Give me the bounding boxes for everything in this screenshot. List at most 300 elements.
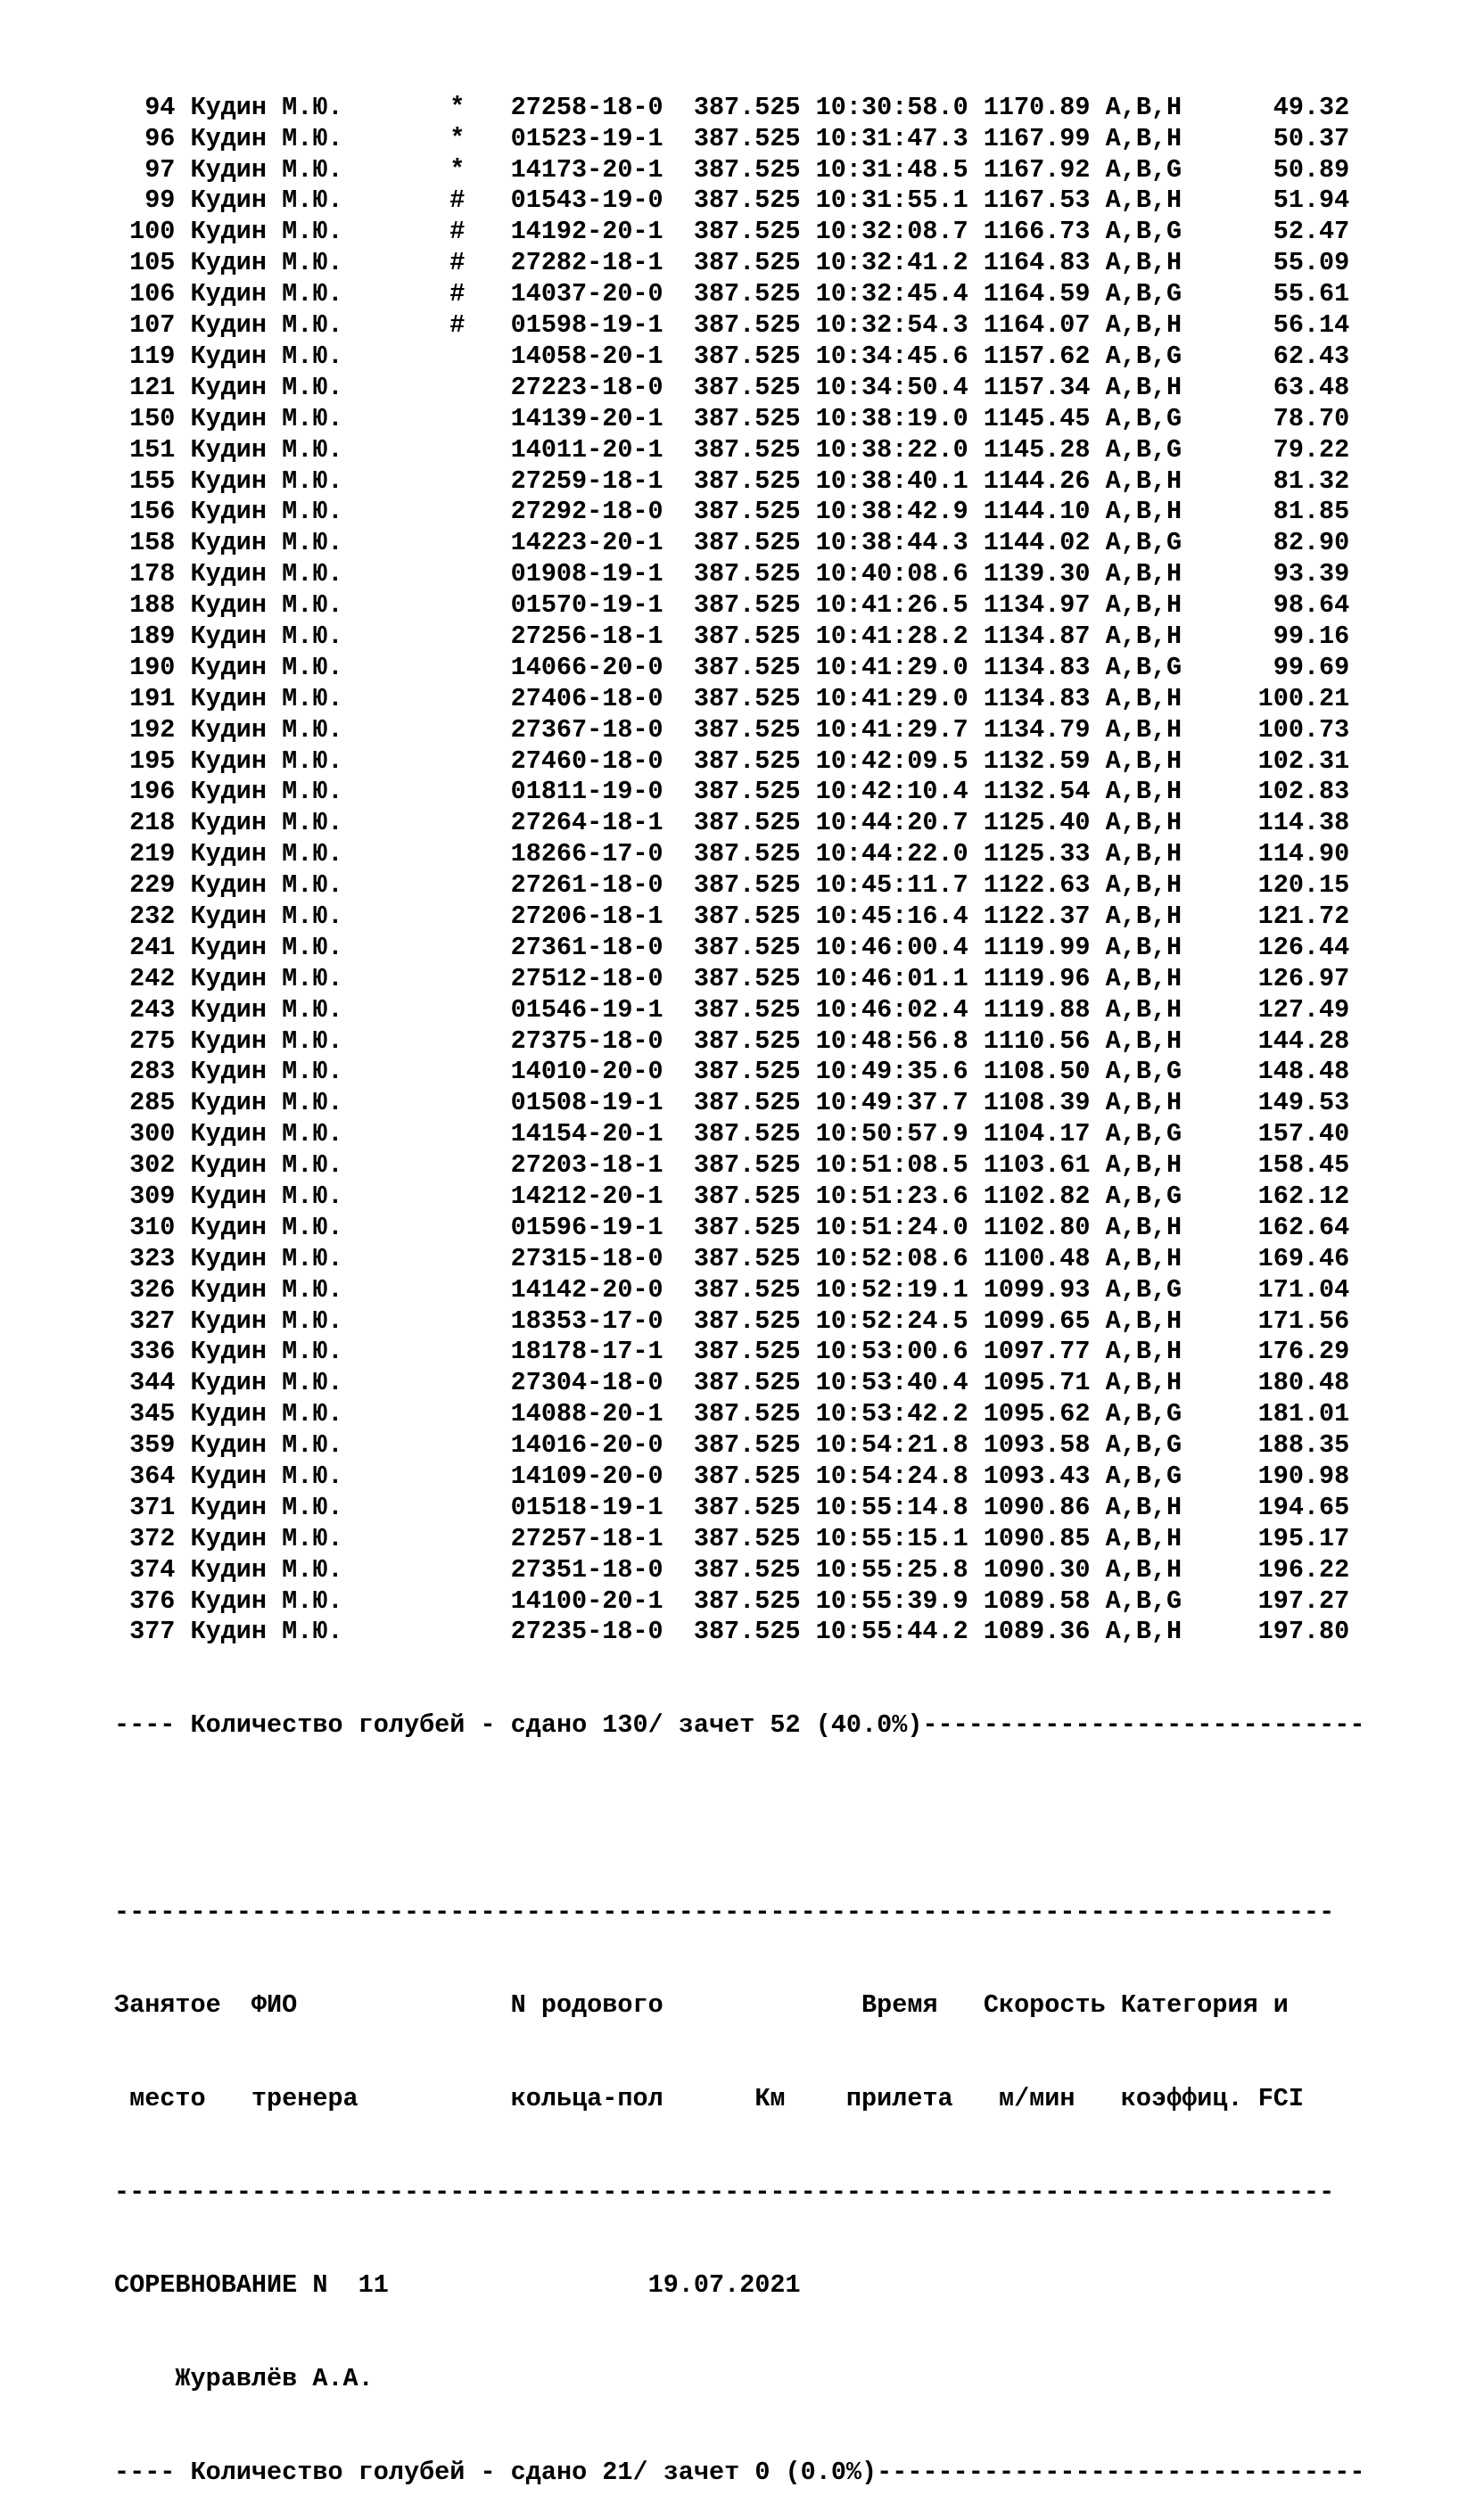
speed-cell: 1100.48 <box>983 1243 1091 1273</box>
place-cell: 178 <box>129 559 176 589</box>
result-row <box>114 902 1364 933</box>
coefficient-cell: 171.04 <box>1257 1274 1350 1305</box>
time-cell: 10:42:10.4 <box>815 777 968 807</box>
category-cell: A,B,H <box>1105 745 1182 776</box>
place-cell: 326 <box>129 1274 176 1305</box>
place-cell: 232 <box>129 901 176 931</box>
result-row <box>114 279 1364 310</box>
time-cell: 10:46:00.4 <box>815 932 968 962</box>
category-cell: A,B,H <box>1105 1025 1182 1056</box>
place-cell: 97 <box>144 154 176 185</box>
name-cell: Кудин М.Ю. <box>190 1430 343 1461</box>
speed-cell: 1157.62 <box>983 341 1091 371</box>
time-cell: 10:44:20.7 <box>815 808 968 838</box>
place-cell: 372 <box>129 1523 176 1553</box>
km-cell: 387.525 <box>693 123 801 153</box>
time-cell: 10:53:40.4 <box>815 1368 968 1398</box>
place-cell: 344 <box>129 1368 176 1398</box>
separator-bottom: -------------------------------------------------------------------------------- <box>114 2177 1335 2207</box>
time-cell: 10:51:24.0 <box>815 1212 968 1242</box>
km-cell: 387.525 <box>693 154 801 185</box>
km-cell: 387.525 <box>693 1523 801 1553</box>
speed-cell: 1090.86 <box>983 1492 1091 1522</box>
speed-cell: 1119.99 <box>983 932 1091 962</box>
name-cell: Кудин М.Ю. <box>190 1585 343 1616</box>
coefficient-cell: 144.28 <box>1257 1025 1350 1056</box>
speed-cell: 1119.96 <box>983 963 1091 993</box>
ring-cell: 01508-19-1 <box>510 1088 663 1118</box>
coefficient-cell: 93.39 <box>1273 559 1350 589</box>
time-cell: 10:51:23.6 <box>815 1181 968 1211</box>
place-cell: 371 <box>129 1492 176 1522</box>
coefficient-cell: 181.01 <box>1257 1399 1350 1429</box>
ring-cell: 01570-19-1 <box>510 590 663 621</box>
place-cell: 377 <box>129 1617 176 1647</box>
place-cell: 94 <box>144 92 176 122</box>
km-cell: 387.525 <box>693 777 801 807</box>
name-cell: Кудин М.Ю. <box>190 1150 343 1181</box>
ring-cell: 18178-17-1 <box>510 1337 663 1367</box>
speed-cell: 1167.92 <box>983 154 1091 185</box>
header-line-1: Занятое ФИО N родового Время Скорость Категория и <box>114 1990 1289 2021</box>
speed-cell: 1110.56 <box>983 1025 1091 1056</box>
time-cell: 10:34:50.4 <box>815 372 968 402</box>
coefficient-cell: 149.53 <box>1257 1088 1350 1118</box>
category-cell: A,B,H <box>1105 714 1182 745</box>
coefficient-cell: 99.16 <box>1273 621 1350 651</box>
coefficient-cell: 157.40 <box>1257 1119 1350 1149</box>
time-cell: 10:45:11.7 <box>815 870 968 901</box>
category-cell: A,B,H <box>1105 559 1182 589</box>
speed-cell: 1097.77 <box>983 1337 1091 1367</box>
coefficient-cell: 120.15 <box>1257 870 1350 901</box>
result-row <box>114 839 1364 870</box>
result-row <box>114 1026 1364 1058</box>
ring-cell: 14058-20-1 <box>510 341 663 371</box>
ring-cell: 01598-19-1 <box>510 310 663 341</box>
place-cell: 310 <box>129 1212 176 1242</box>
results-sheet <box>114 30 1364 2520</box>
name-cell: Кудин М.Ю. <box>190 341 343 371</box>
mark-cell: # <box>449 310 466 341</box>
name-cell: Кудин М.Ю. <box>190 1523 343 1553</box>
km-cell: 387.525 <box>693 341 801 371</box>
result-row <box>114 528 1364 559</box>
time-cell: 10:54:21.8 <box>815 1430 968 1461</box>
coefficient-cell: 99.69 <box>1273 652 1350 682</box>
place-cell: 376 <box>129 1585 176 1616</box>
coefficient-cell: 126.97 <box>1257 963 1350 993</box>
time-cell: 10:34:45.6 <box>815 341 968 371</box>
result-row <box>114 622 1364 653</box>
category-cell: A,B,H <box>1105 310 1182 341</box>
mark-cell: # <box>449 279 466 309</box>
coefficient-cell: 100.73 <box>1257 714 1350 745</box>
name-cell: Кудин М.Ю. <box>190 1181 343 1211</box>
result-row <box>114 933 1364 964</box>
ring-cell: 27406-18-0 <box>510 683 663 713</box>
category-cell: A,B,H <box>1105 683 1182 713</box>
speed-cell: 1139.30 <box>983 559 1091 589</box>
name-cell: Кудин М.Ю. <box>190 154 343 185</box>
result-row <box>114 808 1364 839</box>
speed-cell: 1132.54 <box>983 777 1091 807</box>
coefficient-cell: 81.32 <box>1273 465 1350 496</box>
place-cell: 191 <box>129 683 176 713</box>
time-cell: 10:32:45.4 <box>815 279 968 309</box>
place-cell: 190 <box>129 652 176 682</box>
place-cell: 158 <box>129 528 176 558</box>
mark-cell: # <box>449 217 466 247</box>
time-cell: 10:38:44.3 <box>815 528 968 558</box>
place-cell: 107 <box>129 310 176 341</box>
category-cell: A,B,H <box>1105 777 1182 807</box>
competition-title: СОРЕВНОВАНИЕ N 11 <box>114 2270 389 2301</box>
speed-cell: 1132.59 <box>983 745 1091 776</box>
place-cell: 309 <box>129 1181 176 1211</box>
category-cell: A,B,H <box>1105 1088 1182 1118</box>
result-row <box>114 1244 1364 1275</box>
name-cell: Кудин М.Ю. <box>190 745 343 776</box>
name-cell: Кудин М.Ю. <box>190 248 343 278</box>
ring-cell: 27375-18-0 <box>510 1025 663 1056</box>
km-cell: 387.525 <box>693 901 801 931</box>
result-row <box>114 964 1364 995</box>
speed-cell: 1134.83 <box>983 652 1091 682</box>
speed-cell: 1144.26 <box>983 465 1091 496</box>
time-cell: 10:55:39.9 <box>815 1585 968 1616</box>
result-row <box>114 373 1364 404</box>
place-cell: 99 <box>144 185 176 216</box>
coefficient-cell: 51.94 <box>1273 185 1350 216</box>
speed-cell: 1099.93 <box>983 1274 1091 1305</box>
km-cell: 387.525 <box>693 994 801 1025</box>
km-cell: 387.525 <box>693 963 801 993</box>
time-cell: 10:31:47.3 <box>815 123 968 153</box>
coefficient-cell: 49.32 <box>1273 92 1350 122</box>
name-cell: Кудин М.Ю. <box>190 590 343 621</box>
time-cell: 10:55:14.8 <box>815 1492 968 1522</box>
place-cell: 241 <box>129 932 176 962</box>
result-row <box>114 777 1364 808</box>
category-cell: A,B,H <box>1105 901 1182 931</box>
km-cell: 387.525 <box>693 652 801 682</box>
name-cell: Кудин М.Ю. <box>190 123 343 153</box>
coefficient-cell: 171.56 <box>1257 1305 1350 1336</box>
ring-cell: 27258-18-0 <box>510 92 663 122</box>
km-cell: 387.525 <box>693 279 801 309</box>
speed-cell: 1164.07 <box>983 310 1091 341</box>
ring-cell: 27292-18-0 <box>510 497 663 527</box>
time-cell: 10:38:22.0 <box>815 434 968 465</box>
km-cell: 387.525 <box>693 1462 801 1491</box>
speed-cell: 1089.36 <box>983 1617 1091 1647</box>
km-cell: 387.525 <box>693 1212 801 1242</box>
km-cell: 387.525 <box>693 310 801 341</box>
mark-cell: # <box>449 185 466 216</box>
category-cell: A,B,H <box>1105 123 1182 153</box>
result-row <box>114 1337 1364 1368</box>
km-cell: 387.525 <box>693 434 801 465</box>
category-cell: A,B,H <box>1105 372 1182 402</box>
coefficient-cell: 102.31 <box>1257 745 1350 776</box>
ring-cell: 27256-18-1 <box>510 621 663 651</box>
ring-cell: 27361-18-0 <box>510 932 663 962</box>
time-cell: 10:50:57.9 <box>815 1119 968 1149</box>
speed-cell: 1157.34 <box>983 372 1091 402</box>
category-cell: A,B,G <box>1105 1181 1182 1211</box>
ring-cell: 14037-20-0 <box>510 279 663 309</box>
result-row <box>114 1368 1364 1399</box>
km-cell: 387.525 <box>693 528 801 558</box>
category-cell: A,B,H <box>1105 870 1182 901</box>
trainer-name: Журавлёв А.А. <box>175 2364 374 2394</box>
result-row <box>114 124 1364 155</box>
name-cell: Кудин М.Ю. <box>190 372 343 402</box>
category-cell: A,B,H <box>1105 1554 1182 1585</box>
coefficient-cell: 82.90 <box>1273 528 1350 558</box>
result-row <box>114 1306 1364 1338</box>
category-cell: A,B,H <box>1105 1617 1182 1647</box>
place-cell: 283 <box>129 1057 176 1087</box>
category-cell: A,B,H <box>1105 1368 1182 1398</box>
coefficient-cell: 195.17 <box>1257 1523 1350 1553</box>
ring-cell: 14142-20-0 <box>510 1274 663 1305</box>
result-row <box>114 1462 1364 1493</box>
place-cell: 229 <box>129 870 176 901</box>
time-cell: 10:55:25.8 <box>815 1554 968 1585</box>
separator-top: -------------------------------------------------------------------------------- <box>114 1897 1335 1927</box>
ring-cell: 27351-18-0 <box>510 1554 663 1585</box>
km-cell: 387.525 <box>693 683 801 713</box>
results-rows <box>114 93 1364 1649</box>
place-cell: 302 <box>129 1150 176 1181</box>
coefficient-cell: 114.90 <box>1257 839 1350 869</box>
ring-cell: 27512-18-0 <box>510 963 663 993</box>
name-cell: Кудин М.Ю. <box>190 1057 343 1087</box>
time-cell: 10:31:55.1 <box>815 185 968 216</box>
speed-cell: 1144.10 <box>983 497 1091 527</box>
name-cell: Кудин М.Ю. <box>190 434 343 465</box>
place-cell: 192 <box>129 714 176 745</box>
name-cell: Кудин М.Ю. <box>190 870 343 901</box>
speed-cell: 1167.99 <box>983 123 1091 153</box>
coefficient-cell: 50.37 <box>1273 123 1350 153</box>
name-cell: Кудин М.Ю. <box>190 932 343 962</box>
km-cell: 387.525 <box>693 932 801 962</box>
speed-cell: 1108.39 <box>983 1088 1091 1118</box>
name-cell: Кудин М.Ю. <box>190 1212 343 1242</box>
km-cell: 387.525 <box>693 92 801 122</box>
result-row <box>114 870 1364 902</box>
time-cell: 10:54:24.8 <box>815 1462 968 1491</box>
km-cell: 387.525 <box>693 497 801 527</box>
km-cell: 387.525 <box>693 621 801 651</box>
result-row <box>114 590 1364 622</box>
time-cell: 10:48:56.8 <box>815 1025 968 1056</box>
coefficient-cell: 55.09 <box>1273 248 1350 278</box>
place-cell: 188 <box>129 590 176 621</box>
time-cell: 10:52:24.5 <box>815 1305 968 1336</box>
ring-cell: 18353-17-0 <box>510 1305 663 1336</box>
time-cell: 10:52:08.6 <box>815 1243 968 1273</box>
ring-cell: 27257-18-1 <box>510 1523 663 1553</box>
category-cell: A,B,H <box>1105 621 1182 651</box>
ring-cell: 27223-18-0 <box>510 372 663 402</box>
km-cell: 387.525 <box>693 808 801 838</box>
time-cell: 10:45:16.4 <box>815 901 968 931</box>
category-cell: A,B,H <box>1105 465 1182 496</box>
ring-cell: 14016-20-0 <box>510 1430 663 1461</box>
place-cell: 323 <box>129 1243 176 1273</box>
time-cell: 10:49:35.6 <box>815 1057 968 1087</box>
coefficient-cell: 98.64 <box>1273 590 1350 621</box>
category-cell: A,B,H <box>1105 963 1182 993</box>
category-cell: A,B,G <box>1105 154 1182 185</box>
km-cell: 387.525 <box>693 1025 801 1056</box>
speed-cell: 1134.97 <box>983 590 1091 621</box>
ring-cell: 27282-18-1 <box>510 248 663 278</box>
result-row <box>114 466 1364 498</box>
place-cell: 155 <box>129 465 176 496</box>
coefficient-cell: 50.89 <box>1273 154 1350 185</box>
result-row <box>114 155 1364 186</box>
ring-cell: 14192-20-1 <box>510 217 663 247</box>
speed-cell: 1095.62 <box>983 1399 1091 1429</box>
coefficient-cell: 126.44 <box>1257 932 1350 962</box>
result-row <box>114 1088 1364 1119</box>
km-cell: 387.525 <box>693 248 801 278</box>
name-cell: Кудин М.Ю. <box>190 310 343 341</box>
time-cell: 10:52:19.1 <box>815 1274 968 1305</box>
speed-cell: 1122.63 <box>983 870 1091 901</box>
place-cell: 285 <box>129 1088 176 1118</box>
time-cell: 10:46:01.1 <box>815 963 968 993</box>
time-cell: 10:38:19.0 <box>815 403 968 433</box>
time-cell: 10:32:41.2 <box>815 248 968 278</box>
ring-cell: 14212-20-1 <box>510 1181 663 1211</box>
result-row <box>114 435 1364 466</box>
name-cell: Кудин М.Ю. <box>190 465 343 496</box>
km-cell: 387.525 <box>693 185 801 216</box>
category-cell: A,B,H <box>1105 497 1182 527</box>
coefficient-cell: 197.27 <box>1257 1585 1350 1616</box>
category-cell: A,B,H <box>1105 248 1182 278</box>
result-row <box>114 185 1364 217</box>
speed-cell: 1104.17 <box>983 1119 1091 1149</box>
category-cell: A,B,H <box>1105 1523 1182 1553</box>
place-cell: 300 <box>129 1119 176 1149</box>
km-cell: 387.525 <box>693 1430 801 1461</box>
coefficient-cell: 176.29 <box>1257 1337 1350 1367</box>
ring-cell: 14010-20-0 <box>510 1057 663 1087</box>
result-row <box>114 746 1364 778</box>
coefficient-cell: 63.48 <box>1273 372 1350 402</box>
name-cell: Кудин М.Ю. <box>190 185 343 216</box>
km-cell: 387.525 <box>693 839 801 869</box>
name-cell: Кудин М.Ю. <box>190 1399 343 1429</box>
km-cell: 387.525 <box>693 465 801 496</box>
mark-cell: * <box>449 154 466 185</box>
result-row <box>114 1555 1364 1586</box>
name-cell: Кудин М.Ю. <box>190 963 343 993</box>
name-cell: Кудин М.Ю. <box>190 901 343 931</box>
result-row <box>114 1119 1364 1150</box>
category-cell: A,B,G <box>1105 1057 1182 1087</box>
ring-cell: 14011-20-1 <box>510 434 663 465</box>
coefficient-cell: 62.43 <box>1273 341 1350 371</box>
coefficient-cell: 190.98 <box>1257 1462 1350 1491</box>
result-row <box>114 404 1364 435</box>
name-cell: Кудин М.Ю. <box>190 1088 343 1118</box>
speed-cell: 1170.89 <box>983 92 1091 122</box>
coefficient-cell: 196.22 <box>1257 1554 1350 1585</box>
category-cell: A,B,H <box>1105 839 1182 869</box>
speed-cell: 1125.40 <box>983 808 1091 838</box>
name-cell: Кудин М.Ю. <box>190 559 343 589</box>
place-cell: 96 <box>144 123 176 153</box>
name-cell: Кудин М.Ю. <box>190 714 343 745</box>
result-row <box>114 995 1364 1026</box>
category-cell: A,B,G <box>1105 1399 1182 1429</box>
km-cell: 387.525 <box>693 1057 801 1087</box>
name-cell: Кудин М.Ю. <box>190 497 343 527</box>
time-cell: 10:41:29.0 <box>815 683 968 713</box>
category-cell: A,B,G <box>1105 528 1182 558</box>
ring-cell: 01543-19-0 <box>510 185 663 216</box>
place-cell: 359 <box>129 1430 176 1461</box>
category-cell: A,B,G <box>1105 434 1182 465</box>
coefficient-cell: 169.46 <box>1257 1243 1350 1273</box>
ring-cell: 27206-18-1 <box>510 901 663 931</box>
category-cell: A,B,G <box>1105 1119 1182 1149</box>
speed-cell: 1099.65 <box>983 1305 1091 1336</box>
result-row <box>114 342 1364 373</box>
mark-cell: # <box>449 248 466 278</box>
ring-cell: 27235-18-0 <box>510 1617 663 1647</box>
category-cell: A,B,H <box>1105 590 1182 621</box>
place-cell: 327 <box>129 1305 176 1336</box>
place-cell: 189 <box>129 621 176 651</box>
speed-cell: 1164.83 <box>983 248 1091 278</box>
blank-line <box>114 1804 1364 1835</box>
name-cell: Кудин М.Ю. <box>190 777 343 807</box>
name-cell: Кудин М.Ю. <box>190 621 343 651</box>
place-cell: 151 <box>129 434 176 465</box>
place-cell: 275 <box>129 1025 176 1056</box>
time-cell: 10:41:26.5 <box>815 590 968 621</box>
coefficient-cell: 158.45 <box>1257 1150 1350 1181</box>
place-cell: 119 <box>129 341 176 371</box>
name-cell: Кудин М.Ю. <box>190 652 343 682</box>
result-row <box>114 1182 1364 1213</box>
result-row <box>114 248 1364 279</box>
place-cell: 100 <box>129 217 176 247</box>
coefficient-cell: 127.49 <box>1257 994 1350 1025</box>
summary-line-2: ---- Количество голубей - сдано 21/ зачет 0 (0.0%)-------------------------------- <box>114 2457 1365 2487</box>
category-cell: A,B,H <box>1105 92 1182 122</box>
km-cell: 387.525 <box>693 714 801 745</box>
km-cell: 387.525 <box>693 1554 801 1585</box>
place-cell: 243 <box>129 994 176 1025</box>
coefficient-cell: 194.65 <box>1257 1492 1350 1522</box>
place-cell: 242 <box>129 963 176 993</box>
trainer-line <box>114 2364 1364 2395</box>
ring-cell: 27304-18-0 <box>510 1368 663 1398</box>
km-cell: 387.525 <box>693 1243 801 1273</box>
name-cell: Кудин М.Ю. <box>190 217 343 247</box>
name-cell: Кудин М.Ю. <box>190 839 343 869</box>
